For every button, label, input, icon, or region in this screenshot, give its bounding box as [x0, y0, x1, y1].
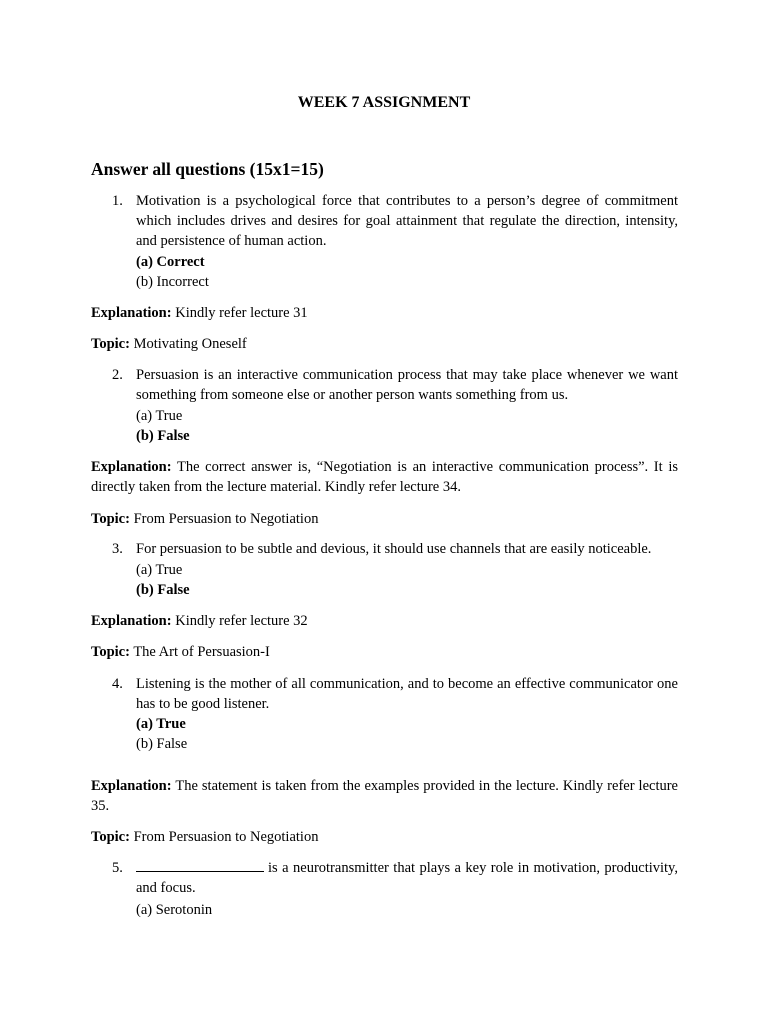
topic-text: The Art of Persuasion-I — [129, 644, 270, 660]
answer-option-correct: (b) False — [136, 428, 190, 444]
explanation-text: Kindly refer lecture 32 — [171, 613, 308, 629]
question-text: For persuasion to be subtle and devious, it should use channels that are easily noticeable. — [136, 541, 652, 557]
explanation-label: Explanation: — [91, 778, 172, 794]
explanation-text: The statement is taken from the examples provided in the lecture. Kindly refer lecture 35. — [91, 778, 678, 814]
explanation-text: The correct answer is, “Negotiation is an interactive communication process”. It is directly taken from the lecture material. Kindly refer lecture 34. — [91, 459, 678, 495]
question-text: Motivation is a psychological force that contributes to a person’s degree of commitment which includes drives and desires for goal attainment that regulate the direction, intensity, and persistence of human action. — [136, 193, 678, 249]
question-text — [136, 858, 678, 898]
question-number: 4. — [112, 676, 123, 692]
question-text: Listening is the mother of all communication, and to become an effective communicator one has to be good listener. — [136, 676, 678, 712]
answer-option-correct: (b) False — [136, 582, 190, 598]
answer-option: (b) False — [136, 736, 188, 752]
question-number: 5. — [112, 860, 123, 876]
topic-label: Topic: — [91, 336, 130, 352]
page-title: WEEK 7 ASSIGNMENT — [297, 94, 471, 111]
answer-option: (a) True — [136, 562, 183, 578]
question-number: 2. — [112, 367, 123, 383]
topic-text: From Persuasion to Negotiation — [129, 511, 319, 527]
explanation — [91, 611, 678, 631]
topic-label: Topic: — [91, 644, 130, 660]
answer-option: (a) True — [136, 408, 183, 424]
explanation-label: Explanation: — [91, 459, 172, 475]
topic — [91, 334, 678, 354]
explanation-label: Explanation: — [91, 613, 172, 629]
question-text-rest: is a neurotransmitter that plays a key role in motivation, productivity, and focus. — [136, 860, 678, 896]
answer-option-correct: (a) Correct — [136, 254, 205, 270]
explanation-label: Explanation: — [91, 305, 172, 321]
question-text: Persuasion is an interactive communication process that may take place whenever we want something from someone else or another person wants something from us. — [136, 367, 678, 403]
explanation — [91, 776, 678, 816]
fill-in-blank — [136, 859, 264, 872]
topic — [91, 642, 678, 662]
question-number: 1. — [112, 193, 123, 209]
answer-option: (a) Serotonin — [136, 902, 213, 918]
topic-text: From Persuasion to Negotiation — [129, 829, 319, 845]
answer-option: (b) Incorrect — [136, 274, 209, 290]
explanation — [91, 303, 678, 323]
explanation — [91, 457, 678, 497]
answer-option-correct: (a) True — [136, 716, 186, 732]
topic-label: Topic: — [91, 829, 130, 845]
instructions-heading: Answer all questions (15x1=15) — [91, 159, 324, 179]
topic-label: Topic: — [91, 511, 130, 527]
question-number: 3. — [112, 541, 123, 557]
topic — [91, 827, 678, 847]
topic — [91, 509, 678, 529]
explanation-text: Kindly refer lecture 31 — [171, 305, 308, 321]
topic-text: Motivating Oneself — [129, 336, 247, 352]
